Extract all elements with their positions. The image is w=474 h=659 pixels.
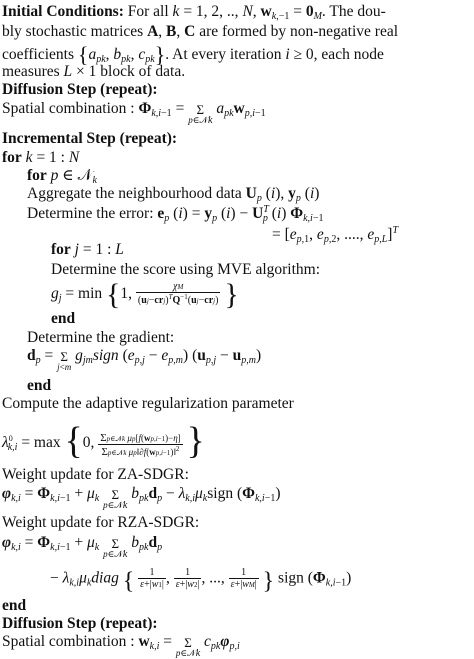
aggregate-line: Aggregate the neighbourhood data $U_p$ (i), $y_p$ (i) [27,185,320,204]
g-equation: $g_j = \min \{1$, $\frac{\chi M}{(uj-crj)^TQ^{-1}(uj-crj)}$ } [51,278,239,311]
end-j-loop: end [51,310,76,327]
d-equation: $d_p$ = Σ j<m $g_{jm}sign$ $(e_{p,j} - e_{p,m}) (u_{p,j} - u_{p,m})$ [27,347,262,372]
incremental-step-label: Incremental Step (repeat): [2,130,178,147]
weight-rza-label: Weight update for RZA-SDGR: [2,514,200,531]
end-p-loop: end [27,377,52,394]
diffusion-step-label-1: Diffusion Step (repeat): [2,81,158,98]
weight-za-label: Weight update for ZA-SDGR: [2,466,189,483]
initial-conditions-text: For all k = 1, 2, .., N, $w_{k,-1} = 0_M$. The dou- [127,3,386,22]
initial-conditions-line1 [2,4,386,22]
gradient-line: Determine the gradient: [27,329,175,346]
initial-conditions-line3: coefficients {$a_{pk}$, $b_{pk}$, $c_{pk}$}. At every iteration i ≥ 0, each node [2,42,384,67]
score-line: Determine the score using MVE algorithm: [51,261,321,278]
za-equation: $\varphi_{k,i} = \Phi_{k,i-1} + \mu_k$ Σ p∈𝒩k $b_{pk}d_p$ − $\lambda_{k,i}\mu_ksign$ $(\Phi_{k,i-1})$ [2,485,281,511]
lambda-equation: $\lambda^0_{k,i} = \max \{0$, $\frac{\text{Σp∈𝒩k μp[f(wp,i−1)−η]}}{\Sigma p\in 𝒩k \mu p‖\partial f(wp,i-1)‖^2}$ } [2,420,205,462]
rza-equation-2: − $\lambda_{k,i}\mu_kdiag$ { $\frac{1}{\varepsilon+|w1|}$ , $\frac{1}{\varepsilon+|w2|}$ , ..., $\frac{1}{\varepsilon+|wM|}$ } sign $(\Phi_{k,i-1})$ [50,567,352,595]
rza-equation-1: $\varphi_{k,i} = \Phi_{k,i-1} + \mu_k$ Σ p∈𝒩k $b_{pk}d_p$ [2,534,163,560]
diffusion-step-label-2: Diffusion Step (repeat): [2,615,158,632]
adaptive-line: Compute the adaptive regularization parameter [2,395,294,412]
spatial-combination-2: Spatial combination : $w_{k,i}$ = Σ p∈𝒩k $c_{pk}\varphi_{p,i}$ [2,633,240,659]
initial-conditions-label: Initial Conditions: [2,3,124,20]
spatial-combination-1: Spatial combination : $\Phi_{k,i-1}$ = Σ p∈𝒩k $a_{pk}w_{p,i-1}$ [2,100,266,126]
error-line-2: = [$e_{p,1}$, $e_{p,2}$, ...., $e_{p,L}]^T$ [272,225,398,245]
end-k-loop: end [2,597,27,614]
for-j-loop: for j = 1 : L [51,241,124,258]
initial-conditions-line4: measures L × 1 block of data. [2,63,186,80]
for-p-loop: for p ∈ 𝒩$_k$ [27,167,97,186]
error-line-1: Determine the error: $e_p$ $(i) = y_p$ $(i) - U^T_p$ (i) $\Phi_{k,i-1}$ [27,204,324,224]
initial-conditions-line2: bly stochastic matrices A, B, C are formed by non-negative real [2,23,399,40]
for-k-loop: for k = 1 : N [2,149,80,166]
